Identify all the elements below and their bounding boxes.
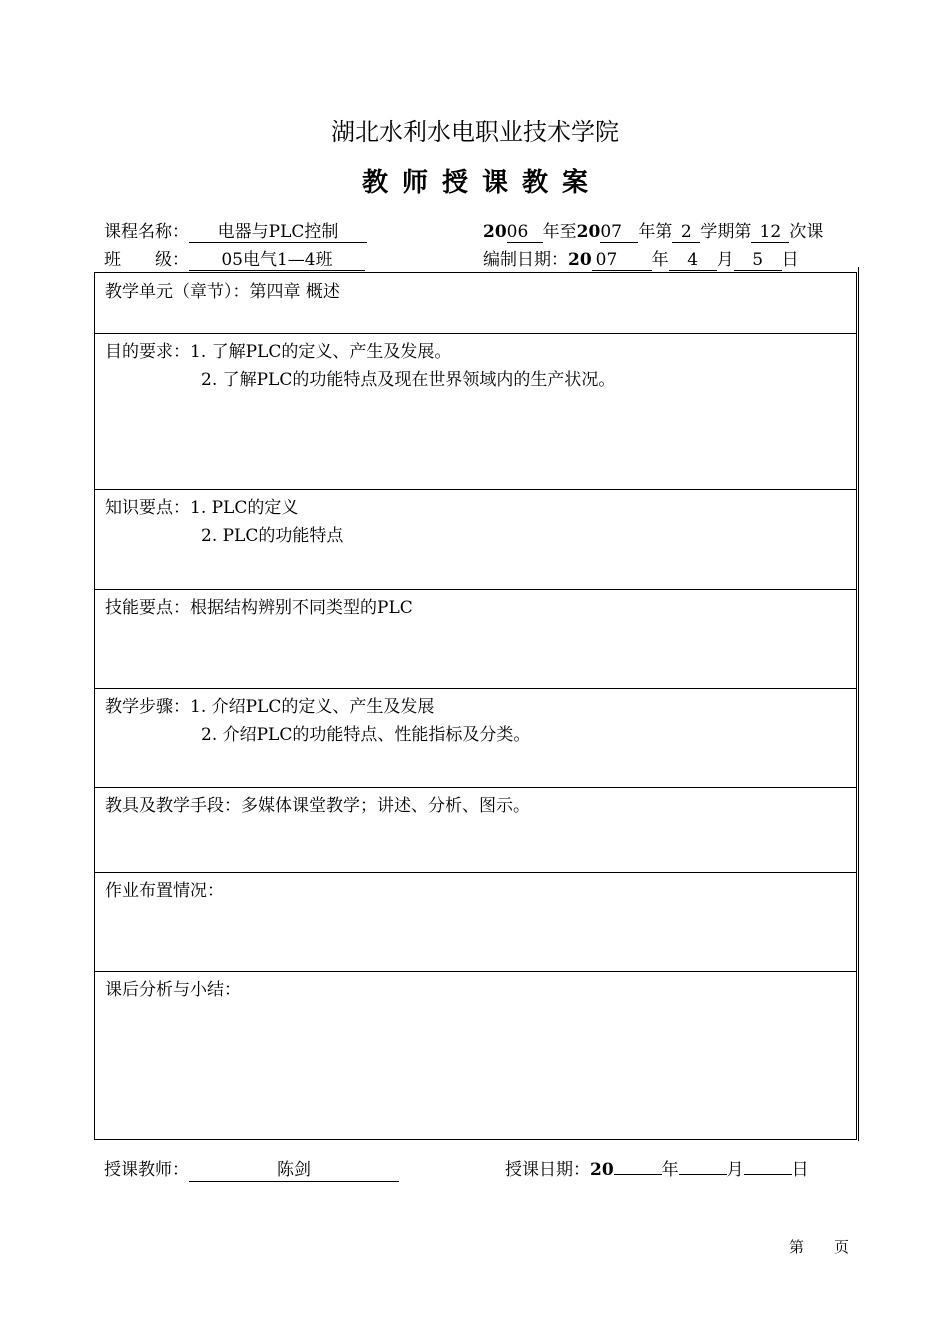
row-skills bbox=[95, 589, 856, 689]
page-number: 第 页 bbox=[789, 1238, 850, 1256]
row-knowledge bbox=[95, 489, 856, 590]
steps-label: 教学步骤： bbox=[105, 697, 190, 717]
objective-item-1: 1. 了解PLC的定义、产生及发展。 bbox=[190, 342, 452, 362]
teacher-line bbox=[104, 1158, 399, 1182]
skills-text: 技能要点：根据结构辨别不同类型的PLC bbox=[105, 598, 413, 618]
teacher-label: 授课教师： bbox=[104, 1160, 189, 1180]
compile-date-line bbox=[483, 248, 799, 272]
document-title: 教师授课教案 bbox=[361, 168, 602, 198]
term-year2-value: 07 bbox=[600, 223, 638, 243]
compile-year-value: 07 bbox=[592, 251, 652, 271]
knowledge-item-1: 1. PLC的定义 bbox=[190, 498, 299, 518]
step-item-2: 2. 介绍PLC的功能特点、性能指标及分类。 bbox=[201, 725, 531, 745]
term-semester-value: 2 bbox=[672, 223, 700, 243]
tools-text: 教具及教学手段：多媒体课堂教学；讲述、分析、图示。 bbox=[105, 796, 530, 816]
class-line bbox=[104, 248, 365, 272]
lecture-date-prefix: 20 bbox=[590, 1160, 614, 1180]
row-objectives bbox=[95, 333, 856, 490]
homework-text: 作业布置情况： bbox=[105, 881, 224, 901]
lecture-day-text: 日 bbox=[791, 1160, 809, 1180]
objectives-label: 目的要求： bbox=[105, 342, 190, 362]
row-homework bbox=[95, 872, 856, 972]
row-summary bbox=[95, 971, 856, 1139]
lecture-date-label: 授课日期： bbox=[505, 1160, 590, 1180]
compile-month-text: 月 bbox=[716, 250, 734, 270]
compile-day-value: 5 bbox=[734, 251, 782, 271]
term-session-value: 12 bbox=[751, 223, 789, 243]
lecture-month-blank bbox=[679, 1174, 727, 1175]
knowledge-item-2: 2. PLC的功能特点 bbox=[201, 526, 344, 546]
term-line bbox=[483, 220, 823, 244]
term-year1-value: 06 bbox=[507, 223, 543, 243]
compile-month-value: 4 bbox=[669, 251, 717, 271]
summary-text: 课后分析与小结： bbox=[105, 980, 241, 1000]
lesson-plan-table bbox=[94, 272, 857, 1140]
compile-year-text: 年 bbox=[651, 250, 669, 270]
teacher-name: 陈剑 bbox=[189, 1159, 399, 1182]
step-item-1: 1. 介绍PLC的定义、产生及发展 bbox=[190, 697, 435, 717]
course-name-label: 课程名称： bbox=[104, 222, 189, 242]
lecture-year-text: 年 bbox=[661, 1160, 679, 1180]
compile-date-label: 编制日期： bbox=[483, 250, 568, 270]
teaching-unit-text: 教学单元（章节）：第四章 概述 bbox=[105, 282, 340, 302]
term-text4: 次课 bbox=[789, 222, 824, 242]
row-teaching-unit bbox=[95, 273, 856, 334]
school-name: 湖北水利水电职业技术学院 bbox=[331, 118, 619, 146]
class-value: 05电气1—4班 bbox=[189, 251, 365, 271]
class-label: 班 级： bbox=[104, 250, 189, 270]
lecture-day-blank bbox=[744, 1174, 792, 1175]
row-steps bbox=[95, 688, 856, 788]
course-name-value: 电器与PLC控制 bbox=[189, 223, 367, 243]
term-text3: 学期第 bbox=[700, 222, 752, 242]
lecture-year-blank bbox=[614, 1174, 662, 1175]
course-name-line bbox=[104, 220, 367, 244]
term-year2-prefix: 20 bbox=[576, 222, 601, 242]
row-tools bbox=[95, 787, 856, 873]
term-year1-prefix: 20 bbox=[483, 222, 507, 242]
objective-item-2: 2. 了解PLC的功能特点及现在世界领域内的生产状况。 bbox=[201, 370, 616, 390]
lecture-month-text: 月 bbox=[726, 1160, 744, 1180]
lecture-date-line bbox=[505, 1158, 809, 1182]
compile-year-prefix: 20 bbox=[568, 250, 592, 270]
knowledge-label: 知识要点： bbox=[105, 498, 190, 518]
compile-day-text: 日 bbox=[781, 250, 799, 270]
term-text2: 年第 bbox=[638, 222, 673, 242]
term-text1: 年至 bbox=[542, 222, 577, 242]
